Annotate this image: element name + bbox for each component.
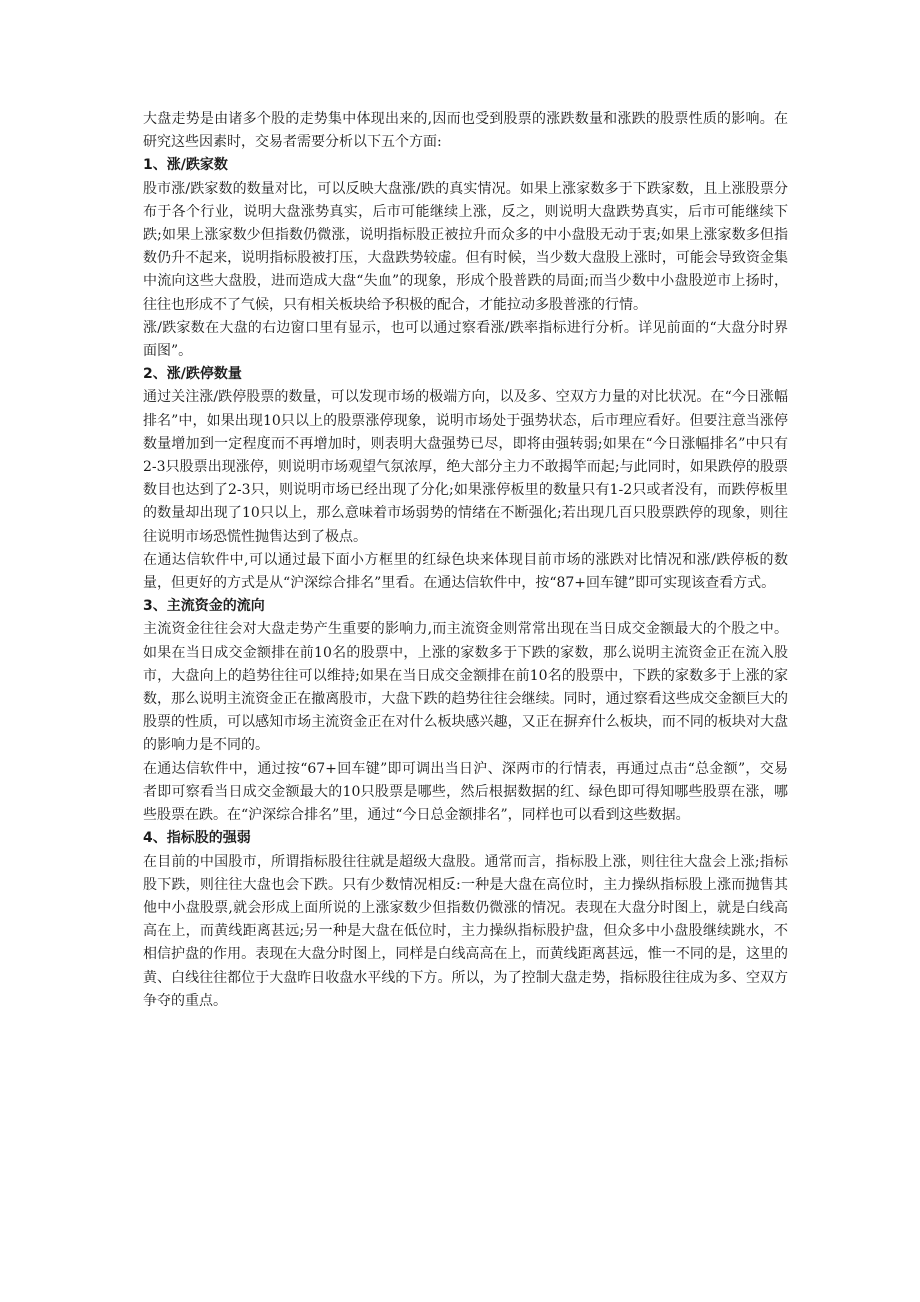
section-3-paragraph-2: 在通达信软件中，通过按“67+回车键”即可调出当日沪、深两市的行情表，再通过点击“总金额”，交易者即可察看当日成交金额最大的10只股票是哪些，然后根据数据的红、绿色即可得知哪些股票在涨，哪些股票在跌。在“沪深综合排名”里，通过“今日总金额排名”，同样也可以看到这些数据。 [143, 760, 788, 824]
section-1-paragraph-2: 涨/跌家数在大盘的右边窗口里有显示，也可以通过察看涨/跌率指标进行分析。详见前面的“大盘分时界面图”。 [143, 319, 788, 360]
document-body [143, 108, 788, 1013]
section-heading-4: 4、指标股的强弱 [143, 830, 251, 847]
section-heading-3: 3、主流资金的流向 [143, 598, 265, 615]
section-1-paragraph-1: 股市涨/跌家数的数量对比，可以反映大盘涨/跌的真实情况。如果上涨家数多于下跌家数，且上涨股票分布于各个行业，说明大盘涨势真实，后市可能继续上涨，反之，则说明大盘跌势真实，后市可能继续下跌;如果上涨家数少但指数仍微涨，说明指标股正被拉升而众多的中小盘股无动于衷;如果上涨家数多但指数仍升不起来，说明指标股被打压，大盘跌势较虚。但有时候，当少数大盘股上涨时，可能会导致资金集中流向这些大盘股，进而造成大盘“失血”的现象，形成个股普跌的局面;而当少数中小盘股逆市上扬时，往往也形成不了气候，只有相关板块给予积极的配合，才能拉动多股普涨的行情。 [143, 180, 788, 313]
section-3-paragraph-1: 主流资金往往会对大盘走势产生重要的影响力,而主流资金则常常出现在当日成交金额最大的个股之中。如果在当日成交金额排在前10名的股票中，上涨的家数多于下跌的家数，那么说明主流资金正在流入股市，大盘向上的趋势往往可以维持;如果在当日成交金额排在前10名的股票中，下跌的家数多于上涨的家数，那么说明主流资金正在撤离股市，大盘下跌的趋势往往会继续。同时，通过察看这些成交金额巨大的股票的性质，可以感知市场主流资金正在对什么板块感兴趣，又正在摒弃什么板块，而不同的板块对大盘的影响力是不同的。 [143, 621, 788, 754]
section-heading-1: 1、涨/跌家数 [143, 157, 228, 174]
section-4-paragraph-1: 在目前的中国股市，所谓指标股往往就是超级大盘股。通常而言，指标股上涨，则往往大盘会上涨;指标股下跌，则往往大盘也会下跌。只有少数情况相反:一种是大盘在高位时，主力操纵指标股上涨而抛售其他中小盘股票,就会形成上面所说的上涨家数少但指数仍微涨的情况。表现在大盘分时图上，就是白线高高在上，而黄线距离甚远;另一种是大盘在低位时，主力操纵指标股护盘，但众多中小盘股继续跳水，不相信护盘的作用。表现在大盘分时图上，同样是白线高高在上，而黄线距离甚远，惟一不同的是，这里的黄、白线往往都位于大盘昨日收盘水平线的下方。所以，为了控制大盘走势，指标股往往成为多、空双方争夺的重点。 [143, 853, 788, 1009]
section-heading-2: 2、涨/跌停数量 [143, 366, 242, 383]
section-2-paragraph-2: 在通达信软件中,可以通过最下面小方框里的红绿色块来体现目前市场的涨跌对比情况和涨/跌停板的数量，但更好的方式是从“沪深综合排名”里看。在通达信软件中，按“87+回车键”即可实现该查看方式。 [143, 551, 788, 592]
section-2-paragraph-1: 通过关注涨/跌停股票的数量，可以发现市场的极端方向，以及多、空双方力量的对比状况。在“今日涨幅排名”中，如果出现10只以上的股票涨停现象，说明市场处于强势状态，后市理应看好。但要注意当涨停数量增加到一定程度而不再增加时，则表明大盘强势已尽，即将由强转弱;如果在“今日涨幅排名”中只有2-3只股票出现涨停，则说明市场观望气氛浓厚，绝大部分主力不敢揭竿而起;与此同时，如果跌停的股票数目也达到了2-3只，则说明市场已经出现了分化;如果涨停板里的数量只有1-2只或者没有，而跌停板里的数量却出现了10只以上，那么意味着市场弱势的情绪在不断强化;若出现几百只股票跌停的现象，则往往说明市场恐慌性抛售达到了极点。 [143, 389, 788, 545]
intro-paragraph: 大盘走势是由诸多个股的走势集中体现出来的,因而也受到股票的涨跌数量和涨跌的股票性质的影响。在研究这些因素时，交易者需要分析以下五个方面: [143, 111, 788, 151]
